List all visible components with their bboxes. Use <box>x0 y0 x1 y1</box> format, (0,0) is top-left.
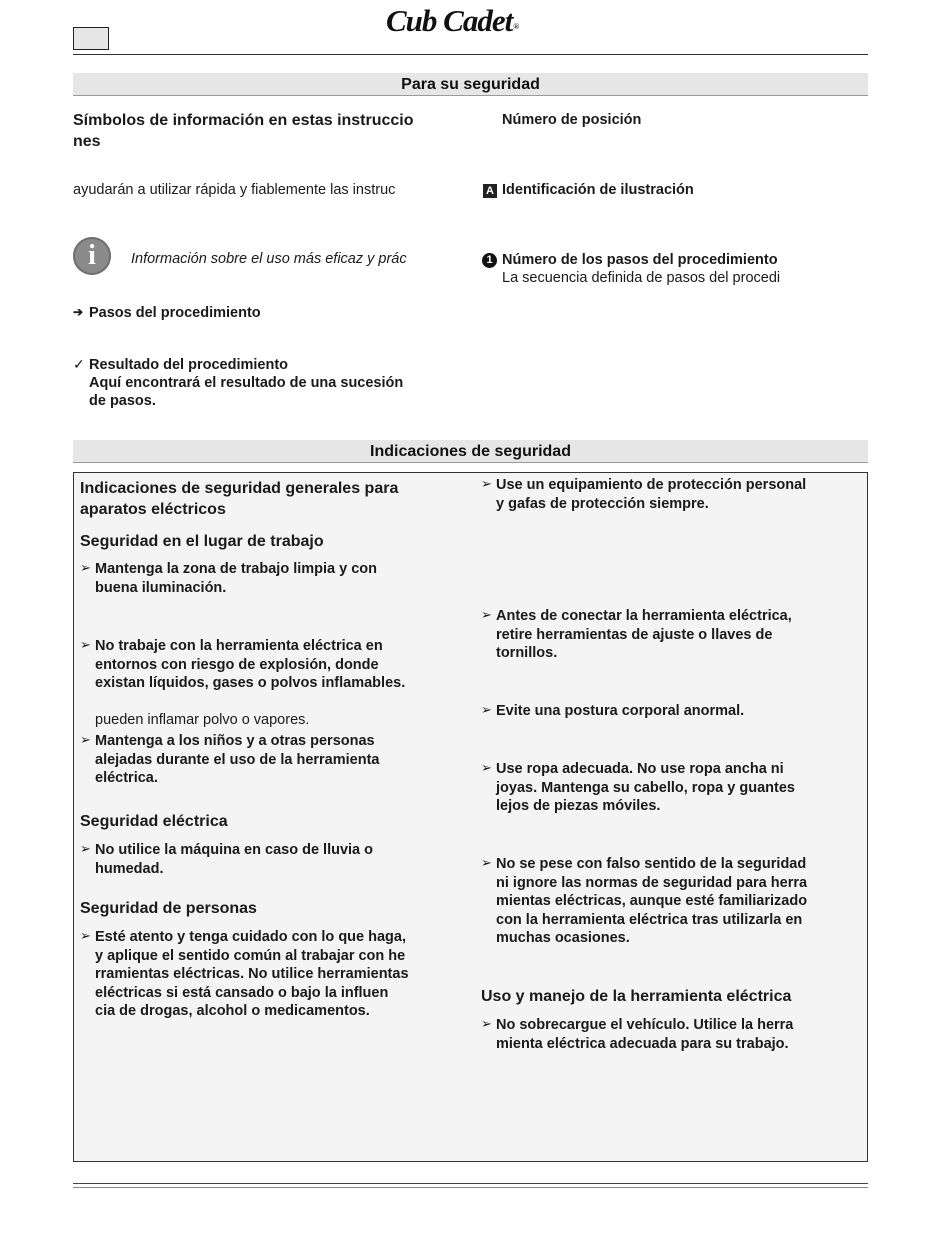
personal-item-1-line2: y aplique el sentido común al trabajar con he <box>95 947 406 964</box>
bullet-arrow-icon: ➢ <box>481 607 492 622</box>
checkmark-icon: ✓ <box>73 356 85 372</box>
page-number-box <box>73 27 109 50</box>
footer-divider <box>73 1183 868 1188</box>
steps-legend <box>73 304 453 324</box>
symbols-intro: ayudarán a utilizar rápida y fiablemente las instruc <box>73 182 396 198</box>
workplace-item-2-line1: No trabaje con la herramienta eléctrica en <box>95 638 383 654</box>
workplace-item-3 <box>80 732 470 788</box>
bullet-arrow-icon: ➢ <box>481 476 492 491</box>
bullet-arrow-icon: ➢ <box>80 841 91 856</box>
personal-item-6-line4: con la herramienta eléctrica tras utilizarla en <box>496 911 803 928</box>
step-numbers-label: Número de los pasos del procedimiento <box>502 252 778 268</box>
personal-item-2-line1: Use un equipamiento de protección personal <box>496 477 807 493</box>
personal-item-5-line2: joyas. Mantenga su cabello, ropa y guantes <box>496 779 795 796</box>
general-safety-heading-line2: aparatos eléctricos <box>80 501 226 518</box>
steps-legend-label: Pasos del procedimiento <box>89 305 261 321</box>
bullet-arrow-icon: ➢ <box>481 760 492 775</box>
result-legend <box>73 356 463 416</box>
registered-mark: ® <box>513 22 519 31</box>
personal-item-6 <box>481 855 861 948</box>
personal-item-2 <box>481 476 861 513</box>
workplace-item-3-line3: eléctrica. <box>95 770 158 786</box>
personal-item-3-line1: Antes de conectar la herramienta eléctrica, <box>496 608 792 624</box>
brand-logo <box>386 3 518 39</box>
workplace-item-3-line1: Mantenga a los niños y a otras personas <box>95 733 375 749</box>
personal-item-3-line2: retire herramientas de ajuste o llaves de <box>496 626 773 643</box>
workplace-item-2-note: pueden inflamar polvo o vapores. <box>95 712 310 728</box>
section-title-safety-notes: Indicaciones de seguridad <box>73 440 868 463</box>
personal-item-1 <box>80 928 470 1021</box>
personal-item-2-line2: y gafas de protección siempre. <box>496 495 709 512</box>
brand-logo-text: Cub Cadet <box>386 3 513 38</box>
personal-item-1-line4: eléctricas si está cansado o bajo la influen <box>95 984 389 1001</box>
step-number-icon: 1 <box>482 253 497 268</box>
personal-item-6-line1: No se pese con falso sentido de la seguridad <box>496 856 807 872</box>
personal-item-6-line3: mientas eléctricas, aunque esté familiarizado <box>496 893 808 909</box>
tool-use-heading: Uso y manejo de la herramienta eléctrica <box>481 988 792 1005</box>
result-legend-label: Resultado del procedimiento <box>89 357 288 373</box>
bullet-arrow-icon: ➢ <box>80 732 91 747</box>
personal-item-1-line3: rramientas eléctricas. No utilice herramientas <box>95 966 409 982</box>
personal-item-5-line1: Use ropa adecuada. No use ropa ancha ni <box>496 761 784 777</box>
tool-use-item-1-line2: mienta eléctrica adecuada para su trabajo. <box>496 1035 789 1052</box>
tool-use-item-1-line1: No sobrecargue el vehículo. Utilice la herra <box>496 1017 794 1033</box>
step-numbers-desc: La secuencia definida de pasos del procedi <box>502 270 781 286</box>
general-safety-heading <box>80 478 398 520</box>
arrow-right-icon: ➔ <box>73 305 84 319</box>
bullet-arrow-icon: ➢ <box>80 560 91 575</box>
illustration-id-label: Identificación de ilustración <box>502 182 694 198</box>
workplace-heading: Seguridad en el lugar de trabajo <box>80 533 324 550</box>
tool-use-item-1 <box>481 1016 861 1053</box>
section-title-safety: Para su seguridad <box>73 73 868 96</box>
workplace-item-2-line2: entornos con riesgo de explosión, donde <box>95 656 379 673</box>
result-legend-line2: de pasos. <box>89 393 156 409</box>
personal-item-4 <box>481 702 861 721</box>
bullet-arrow-icon: ➢ <box>481 702 492 717</box>
symbols-heading-line2: nes <box>73 133 101 150</box>
personal-item-6-line5: muchas ocasiones. <box>496 930 630 946</box>
general-safety-heading-line1: Indicaciones de seguridad generales para <box>80 480 399 497</box>
workplace-item-3-line2: alejadas durante el uso de la herramienta <box>95 751 380 768</box>
bullet-arrow-icon: ➢ <box>80 637 91 652</box>
bullet-arrow-icon: ➢ <box>481 855 492 870</box>
symbols-heading <box>73 110 414 152</box>
workplace-item-1-line2: buena iluminación. <box>95 579 227 596</box>
workplace-item-2 <box>80 637 470 693</box>
personal-item-6-line2: ni ignore las normas de seguridad para herra <box>496 874 808 891</box>
personal-item-4-line1: Evite una postura corporal anormal. <box>496 703 745 719</box>
illustration-marker-icon: A <box>483 184 497 198</box>
personal-item-3-line3: tornillos. <box>496 645 558 661</box>
personal-item-1-line5: cia de drogas, alcohol o medicamentos. <box>95 1003 370 1019</box>
personal-item-5 <box>481 760 861 816</box>
bullet-arrow-icon: ➢ <box>481 1016 492 1031</box>
personal-heading: Seguridad de personas <box>80 900 257 917</box>
electrical-item-1-line1: No utilice la máquina en caso de lluvia o <box>95 842 373 858</box>
electrical-heading: Seguridad eléctrica <box>80 813 228 830</box>
personal-item-5-line3: lejos de piezas móviles. <box>496 798 661 814</box>
workplace-item-2-line3: existan líquidos, gases o polvos inflamables. <box>95 675 406 691</box>
result-legend-line1: Aquí encontrará el resultado de una sucesión <box>89 375 404 391</box>
header-divider <box>73 54 868 55</box>
personal-item-3 <box>481 607 861 663</box>
symbols-heading-line1: Símbolos de información en estas instruccio <box>73 112 414 129</box>
workplace-item-1-line1: Mantenga la zona de trabajo limpia y con <box>95 561 377 577</box>
info-text: Información sobre el uso más eficaz y prác <box>131 251 407 267</box>
personal-item-1-line1: Esté atento y tenga cuidado con lo que haga, <box>95 929 406 945</box>
info-icon: i <box>73 237 111 275</box>
electrical-item-1-line2: humedad. <box>95 860 164 877</box>
position-number-label: Número de posición <box>502 112 642 128</box>
workplace-item-1 <box>80 560 470 597</box>
electrical-item-1 <box>80 841 470 878</box>
bullet-arrow-icon: ➢ <box>80 928 91 943</box>
